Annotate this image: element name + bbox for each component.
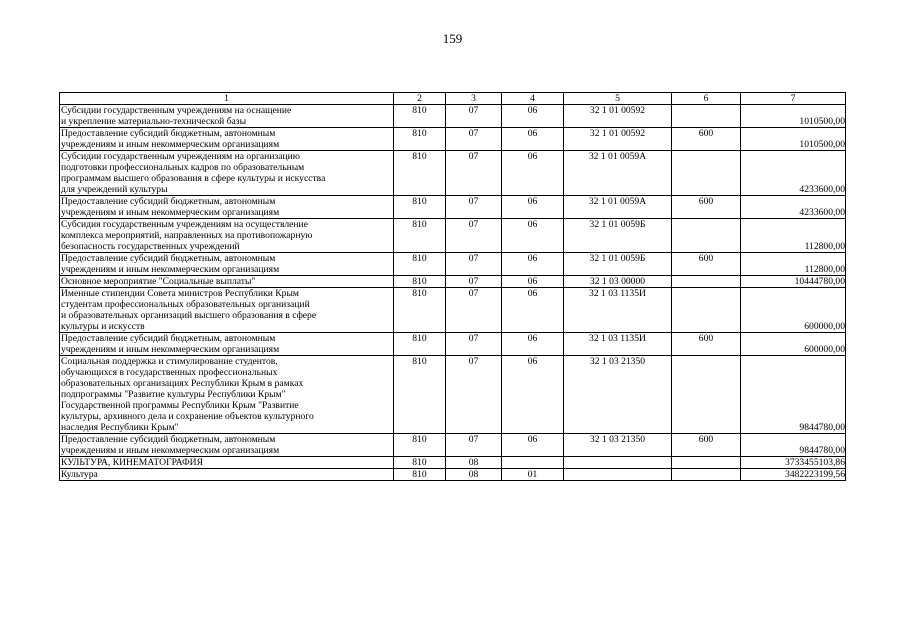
subsection-code-cell: 06: [502, 288, 564, 333]
amount-cell: 4233600,00: [741, 196, 846, 219]
item-name-cell: Субсидии государственным учреждениям на оснащение и укрепление материально-технической базы: [60, 105, 394, 128]
subsection-code-cell: 06: [502, 276, 564, 288]
table-row: [60, 434, 846, 457]
subsection-code-cell: 01: [502, 469, 564, 481]
section-code-cell: 07: [446, 276, 502, 288]
chapter-code-cell: 810: [394, 219, 446, 253]
chapter-code-cell: 810: [394, 288, 446, 333]
item-name-cell: Именные стипендии Совета министров Республики Крым студентам профессиональных образовательных организаций и образовательных организаций высшего образования в сфере культуры и искусств: [60, 288, 394, 333]
target-article-cell: 32 1 01 00592: [564, 105, 672, 128]
chapter-code-cell: 810: [394, 276, 446, 288]
subsection-code-cell: 06: [502, 356, 564, 434]
expense-type-cell: [672, 469, 741, 481]
section-code-cell: 07: [446, 288, 502, 333]
amount-cell: 3733455103,86: [741, 457, 846, 469]
chapter-code-cell: 810: [394, 105, 446, 128]
table-row: [60, 196, 846, 219]
table-row: [60, 333, 846, 356]
item-name-cell: Предоставление субсидий бюджетным, автономным учреждениям и иным некоммерческим организациям: [60, 333, 394, 356]
expense-type-cell: [672, 457, 741, 469]
expense-type-cell: 600: [672, 128, 741, 151]
header-col-4: 4: [502, 93, 564, 105]
header-col-1: 1: [60, 93, 394, 105]
header-col-5: 5: [564, 93, 672, 105]
header-col-3: 3: [446, 93, 502, 105]
target-article-cell: 32 1 01 0059Б: [564, 253, 672, 276]
table-row: [60, 276, 846, 288]
amount-cell: 9844780,00: [741, 434, 846, 457]
section-code-cell: 07: [446, 253, 502, 276]
section-code-cell: 08: [446, 457, 502, 469]
amount-cell: 4233600,00: [741, 151, 846, 196]
target-article-cell: 32 1 01 0059А: [564, 151, 672, 196]
header-col-2: 2: [394, 93, 446, 105]
section-code-cell: 07: [446, 128, 502, 151]
chapter-code-cell: 810: [394, 434, 446, 457]
expense-type-cell: [672, 288, 741, 333]
table-row: [60, 219, 846, 253]
chapter-code-cell: 810: [394, 457, 446, 469]
expense-type-cell: [672, 219, 741, 253]
section-code-cell: 07: [446, 219, 502, 253]
chapter-code-cell: 810: [394, 253, 446, 276]
subsection-code-cell: 06: [502, 151, 564, 196]
item-name-cell: Социальная поддержка и стимулирование студентов, обучающихся в государственных профессиональных образовательных организациях Республики Крым в рамках подпрограммы "Развитие культуры Республики Крым" Государственной программы Республики Крым "Развитие культуры, архивного дела и сохранение объектов культурного наследия Республики Крым": [60, 356, 394, 434]
item-name-cell: КУЛЬТУРА, КИНЕМАТОГРАФИЯ: [60, 457, 394, 469]
subsection-code-cell: 06: [502, 105, 564, 128]
table-row: [60, 253, 846, 276]
expense-type-cell: [672, 276, 741, 288]
section-code-cell: 07: [446, 151, 502, 196]
amount-cell: 3482223199,56: [741, 469, 846, 481]
amount-cell: 9844780,00: [741, 356, 846, 434]
amount-cell: 600000,00: [741, 288, 846, 333]
target-article-cell: 32 1 03 00000: [564, 276, 672, 288]
chapter-code-cell: 810: [394, 196, 446, 219]
page-number: 159: [442, 31, 463, 46]
table-row: [60, 288, 846, 333]
item-name-cell: Предоставление субсидий бюджетным, автономным учреждениям и иным некоммерческим организациям: [60, 196, 394, 219]
subsection-code-cell: [502, 457, 564, 469]
amount-cell: 112800,00: [741, 219, 846, 253]
target-article-cell: 32 1 01 0059А: [564, 196, 672, 219]
budget-table: [59, 92, 846, 481]
expense-type-cell: 600: [672, 253, 741, 276]
target-article-cell: 32 1 03 1135И: [564, 333, 672, 356]
section-code-cell: 07: [446, 434, 502, 457]
subsection-code-cell: 06: [502, 434, 564, 457]
item-name-cell: Субсидия государственным учреждениям на осуществление комплекса мероприятий, направленных на противопожарную безопасность государственных учреждений: [60, 219, 394, 253]
table-row: [60, 105, 846, 128]
amount-cell: 1010500,00: [741, 105, 846, 128]
amount-cell: 1010500,00: [741, 128, 846, 151]
table-row: [60, 457, 846, 469]
target-article-cell: [564, 457, 672, 469]
subsection-code-cell: 06: [502, 253, 564, 276]
table-header-row: [60, 93, 846, 105]
expense-type-cell: [672, 105, 741, 128]
target-article-cell: 32 1 01 00592: [564, 128, 672, 151]
chapter-code-cell: 810: [394, 356, 446, 434]
item-name-cell: Культура: [60, 469, 394, 481]
item-name-cell: Предоставление субсидий бюджетным, автономным учреждениям и иным некоммерческим организациям: [60, 253, 394, 276]
header-col-7: 7: [741, 93, 846, 105]
expense-type-cell: [672, 151, 741, 196]
item-name-cell: Субсидии государственным учреждениям на организацию подготовки профессиональных кадров по образовательным программам высшего образования в сфере культуры и искусства для учреждений культуры: [60, 151, 394, 196]
chapter-code-cell: 810: [394, 469, 446, 481]
item-name-cell: Предоставление субсидий бюджетным, автономным учреждениям и иным некоммерческим организациям: [60, 434, 394, 457]
section-code-cell: 07: [446, 196, 502, 219]
subsection-code-cell: 06: [502, 196, 564, 219]
chapter-code-cell: 810: [394, 128, 446, 151]
amount-cell: 112800,00: [741, 253, 846, 276]
amount-cell: 600000,00: [741, 333, 846, 356]
table-row: [60, 469, 846, 481]
target-article-cell: 32 1 01 0059Б: [564, 219, 672, 253]
section-code-cell: 08: [446, 469, 502, 481]
target-article-cell: 32 1 03 21350: [564, 356, 672, 434]
table-row: [60, 356, 846, 434]
table-row: [60, 151, 846, 196]
subsection-code-cell: 06: [502, 128, 564, 151]
section-code-cell: 07: [446, 333, 502, 356]
target-article-cell: 32 1 03 1135И: [564, 288, 672, 333]
item-name-cell: Основное мероприятие "Социальные выплаты": [60, 276, 394, 288]
expense-type-cell: 600: [672, 434, 741, 457]
section-code-cell: 07: [446, 105, 502, 128]
expense-type-cell: 600: [672, 196, 741, 219]
subsection-code-cell: 06: [502, 219, 564, 253]
table-row: [60, 128, 846, 151]
amount-cell: 10444780,00: [741, 276, 846, 288]
item-name-cell: Предоставление субсидий бюджетным, автономным учреждениям и иным некоммерческим организациям: [60, 128, 394, 151]
target-article-cell: 32 1 03 21350: [564, 434, 672, 457]
chapter-code-cell: 810: [394, 151, 446, 196]
subsection-code-cell: 06: [502, 333, 564, 356]
header-col-6: 6: [672, 93, 741, 105]
target-article-cell: [564, 469, 672, 481]
section-code-cell: 07: [446, 356, 502, 434]
chapter-code-cell: 810: [394, 333, 446, 356]
expense-type-cell: 600: [672, 333, 741, 356]
expense-type-cell: [672, 356, 741, 434]
